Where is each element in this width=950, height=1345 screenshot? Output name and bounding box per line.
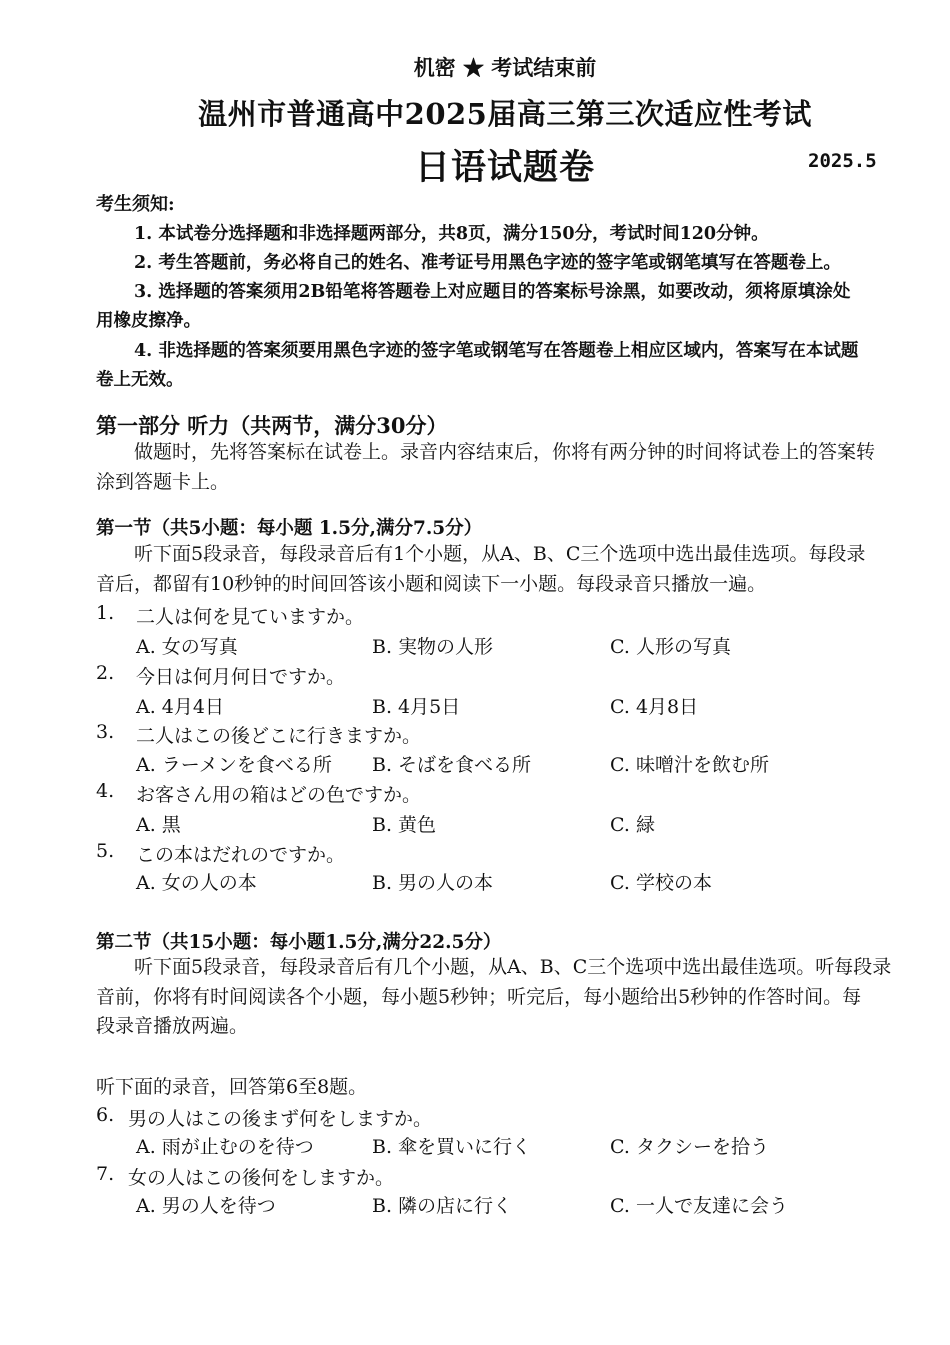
- part1-intro-line1: 做题时，先将答案标在试卷上。录音内容结束后，你将有两分钟的时间将试卷上的答案转: [134, 441, 876, 463]
- question-2-option-a: A. 4月4日: [136, 696, 224, 718]
- question-5-option-c: C. 学校の本: [610, 872, 712, 894]
- question-4-number: 4.: [96, 780, 115, 802]
- question-7-option-c: C. 一人で友達に会う: [610, 1195, 788, 1217]
- question-4-text: お客さん用の箱はどの色ですか。: [136, 784, 422, 806]
- question-3-option-b: B. そばを食べる所: [372, 754, 532, 776]
- question-3-option-a: A. ラーメンを食べる所: [136, 754, 332, 776]
- exam-subtitle: 日语试题卷: [414, 147, 595, 188]
- notice-title: 考生须知:: [96, 194, 175, 215]
- section2-intro-line3: 段录音播放两遍。: [96, 1015, 249, 1037]
- section1-intro-line1: 听下面5段录音，每段录音后有1个小题，从A、B、C三个选项中选出最佳选项。每段录: [134, 543, 866, 565]
- exam-title: 温州市普通高中2025届高三第三次适应性考试: [198, 97, 812, 131]
- question-7-number: 7.: [96, 1163, 115, 1185]
- confidential-label: 机密 ★ 考试结束前: [413, 55, 597, 80]
- question-1-number: 1.: [96, 602, 115, 624]
- question-1-option-b: B. 実物の人形: [372, 636, 494, 658]
- question-7-text: 女の人はこの後何をしますか。: [128, 1167, 395, 1189]
- section2-intro-line2: 音前，你将有时间阅读各个小题，每小题5秒钟；听完后，每小题给出5秒钟的作答时间。每: [96, 986, 862, 1008]
- question-3-number: 3.: [96, 721, 115, 743]
- question-5-number: 5.: [96, 840, 115, 862]
- notice-item-3-cont: 用橡皮擦净。: [96, 311, 201, 331]
- question-2-option-b: B. 4月5日: [372, 696, 461, 718]
- question-2-number: 2.: [96, 662, 115, 684]
- question-6-option-b: B. 傘を買いに行く: [372, 1136, 532, 1158]
- question-4-option-c: C. 緑: [610, 814, 655, 836]
- part1-heading: 第一部分 听力（共两节，满分30分）: [96, 413, 448, 438]
- question-2-option-c: C. 4月8日: [610, 696, 699, 718]
- part1-intro-line2: 涂到答题卡上。: [96, 471, 230, 493]
- section1-heading: 第一节（共5小题：每小题 1.5分,满分7.5分）: [96, 518, 483, 539]
- question-3-option-c: C. 味噌汁を飲む所: [610, 754, 769, 776]
- question-4-option-a: A. 黒: [136, 814, 181, 836]
- question-7-option-a: A. 男の人を待つ: [136, 1195, 276, 1217]
- question-7-option-b: B. 隣の店に行く: [372, 1195, 513, 1217]
- notice-item-1: 1. 本试卷分选择题和非选择题两部分，共8页，满分150分，考试时间120分钟。: [134, 224, 769, 244]
- section2-intro-line1: 听下面5段录音，每段录音后有几个小题，从A、B、C三个选项中选出最佳选项。听每段录: [134, 956, 892, 978]
- question-5-option-b: B. 男の人の本: [372, 872, 494, 894]
- group-intro: 听下面的录音，回答第6至8题。: [96, 1076, 368, 1098]
- section1-intro-line2: 音后，都留有10秒钟的时间回答该小题和阅读下一小题。每段录音只播放一遍。: [96, 573, 767, 595]
- question-2-text: 今日は何月何日ですか。: [136, 666, 346, 688]
- question-1-option-c: C. 人形の写真: [610, 636, 731, 658]
- question-5-option-a: A. 女の人の本: [136, 872, 257, 894]
- question-6-option-a: A. 雨が止むのを待つ: [136, 1136, 314, 1158]
- question-1-text: 二人は何を見ていますか。: [136, 606, 365, 628]
- question-3-text: 二人はこの後どこに行きますか。: [136, 725, 422, 747]
- notice-item-4: 4. 非选择题的答案须要用黑色字迹的签字笔或钢笔写在答题卷上相应区域内，答案写在本试题: [134, 341, 859, 361]
- question-5-text: この本はだれのですか。: [136, 844, 346, 866]
- question-1-option-a: A. 女の写真: [136, 636, 238, 658]
- section2-heading: 第二节（共15小题：每小题1.5分,满分22.5分）: [96, 932, 502, 953]
- question-6-option-c: C. タクシーを拾う: [610, 1136, 769, 1158]
- exam-date: 2025.5: [808, 150, 877, 172]
- notice-item-4-cont: 卷上无效。: [96, 370, 184, 390]
- notice-item-3: 3. 选择题的答案须用2B铅笔将答题卷上对应题目的答案标号涂黑，如要改动，须将原填涂处: [134, 282, 851, 302]
- notice-item-2: 2. 考生答题前，务必将自己的姓名、准考证号用黑色字迹的签字笔或钢笔填写在答题卷上。: [134, 253, 841, 273]
- question-6-number: 6.: [96, 1104, 115, 1126]
- question-6-text: 男の人はこの後まず何をしますか。: [128, 1108, 433, 1130]
- question-4-option-b: B. 黄色: [372, 814, 437, 836]
